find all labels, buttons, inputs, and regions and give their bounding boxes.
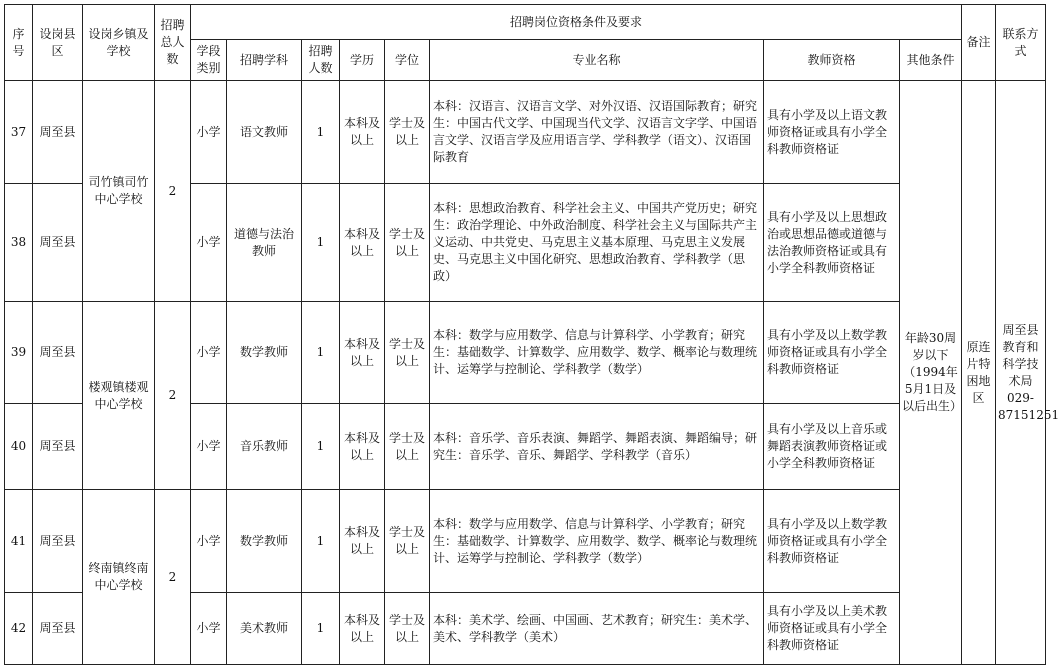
count-cell: 1 <box>302 593 340 665</box>
degree-cell: 学士及以上 <box>385 184 430 302</box>
stage-cell: 小学 <box>191 404 227 490</box>
major-cell: 本科：音乐学、音乐表演、舞蹈学、舞蹈表演、舞蹈编导；研究生：音乐学、音乐、舞蹈学、学科教学（音乐） <box>430 404 764 490</box>
header-contact: 联系方式 <box>996 5 1046 81</box>
header-cert: 教师资格 <box>764 40 900 81</box>
edu-cell: 本科及以上 <box>340 302 385 404</box>
stage-cell: 小学 <box>191 184 227 302</box>
county-cell: 周至县 <box>33 302 83 404</box>
degree-cell: 学士及以上 <box>385 593 430 665</box>
major-cell: 本科：思想政治教育、科学社会主义、中国共产党历史；研究生：政治学理论、中外政治制度、科学社会主义与国际共产主义运动、中共党史、马克思主义基本原理、马克思主义发展史、马克思主义中国化研究、思想政治教育、学科教学（思政） <box>430 184 764 302</box>
subject-cell: 数学教师 <box>227 302 302 404</box>
header-row-1 <box>5 5 1046 40</box>
header-major: 专业名称 <box>430 40 764 81</box>
header-seq: 序号 <box>5 5 33 81</box>
degree-cell: 学士及以上 <box>385 81 430 184</box>
cert-cell: 具有小学及以上数学教师资格证或具有小学全科教师资格证 <box>764 302 900 404</box>
remark-cell: 原连片特困地区 <box>962 81 996 665</box>
header-total: 招聘总人数 <box>155 5 191 81</box>
cert-cell: 具有小学及以上音乐或舞蹈表演教师资格证或小学全科教师资格证 <box>764 404 900 490</box>
recruitment-table <box>4 4 1059 665</box>
header-county: 设岗县区 <box>33 5 83 81</box>
table-row <box>5 302 1046 404</box>
seq-cell: 38 <box>5 184 33 302</box>
header-group: 招聘岗位资格条件及要求 <box>191 5 962 40</box>
count-cell: 1 <box>302 81 340 184</box>
count-cell: 1 <box>302 404 340 490</box>
major-cell: 本科：美术学、绘画、中国画、艺术教育；研究生：美术学、美术、学科教学（美术） <box>430 593 764 665</box>
degree-cell: 学士及以上 <box>385 490 430 593</box>
stage-cell: 小学 <box>191 81 227 184</box>
total-cell: 2 <box>155 490 191 665</box>
seq-cell: 37 <box>5 81 33 184</box>
table-row <box>5 81 1046 184</box>
stage-cell: 小学 <box>191 490 227 593</box>
count-cell: 1 <box>302 490 340 593</box>
major-cell: 本科：数学与应用数学、信息与计算科学、小学教育；研究生：基础数学、计算数学、应用数学、数学、概率论与数理统计、运筹学与控制论、学科教学（数学） <box>430 302 764 404</box>
count-cell: 1 <box>302 184 340 302</box>
degree-cell: 学士及以上 <box>385 302 430 404</box>
header-other: 其他条件 <box>900 40 962 81</box>
table-row <box>5 490 1046 593</box>
edu-cell: 本科及以上 <box>340 81 385 184</box>
edu-cell: 本科及以上 <box>340 490 385 593</box>
header-remark: 备注 <box>962 5 996 81</box>
edu-cell: 本科及以上 <box>340 404 385 490</box>
county-cell: 周至县 <box>33 81 83 184</box>
county-cell: 周至县 <box>33 184 83 302</box>
stage-cell: 小学 <box>191 302 227 404</box>
seq-cell: 40 <box>5 404 33 490</box>
header-school: 设岗乡镇及学校 <box>83 5 155 81</box>
header-subject: 招聘学科 <box>227 40 302 81</box>
county-cell: 周至县 <box>33 490 83 593</box>
contact-cell: 周至县教育和科学技术局029-87151251 <box>996 81 1046 665</box>
county-cell: 周至县 <box>33 404 83 490</box>
county-cell: 周至县 <box>33 593 83 665</box>
seq-cell: 39 <box>5 302 33 404</box>
header-count: 招聘人数 <box>302 40 340 81</box>
subject-cell: 数学教师 <box>227 490 302 593</box>
total-cell: 2 <box>155 302 191 490</box>
subject-cell: 语文教师 <box>227 81 302 184</box>
stage-cell: 小学 <box>191 593 227 665</box>
school-cell: 终南镇终南中心学校 <box>83 490 155 665</box>
major-cell: 本科：汉语言、汉语言文学、对外汉语、汉语国际教育；研究生：中国古代文学、中国现当代文学、汉语言文字学、中国语言文学、汉语言学及应用语言学、学科教学（语文）、汉语国际教育 <box>430 81 764 184</box>
cert-cell: 具有小学及以上数学教师资格证或具有小学全科教师资格证 <box>764 490 900 593</box>
school-cell: 楼观镇楼观中心学校 <box>83 302 155 490</box>
count-cell: 1 <box>302 302 340 404</box>
header-stage: 学段类别 <box>191 40 227 81</box>
header-degree: 学位 <box>385 40 430 81</box>
subject-cell: 道德与法治教师 <box>227 184 302 302</box>
edu-cell: 本科及以上 <box>340 184 385 302</box>
seq-cell: 41 <box>5 490 33 593</box>
major-cell: 本科：数学与应用数学、信息与计算科学、小学教育；研究生：基础数学、计算数学、应用数学、数学、概率论与数理统计、运筹学与控制论、学科教学（数学） <box>430 490 764 593</box>
school-cell: 司竹镇司竹中心学校 <box>83 81 155 302</box>
seq-cell: 42 <box>5 593 33 665</box>
total-cell: 2 <box>155 81 191 302</box>
cert-cell: 具有小学及以上思想政治或思想品德或道德与法治教师资格证或具有小学全科教师资格证 <box>764 184 900 302</box>
header-edu: 学历 <box>340 40 385 81</box>
degree-cell: 学士及以上 <box>385 404 430 490</box>
cert-cell: 具有小学及以上语文教师资格证或具有小学全科教师资格证 <box>764 81 900 184</box>
other-conditions-cell: 年龄30周岁以下（1994年5月1日及以后出生） <box>900 81 962 665</box>
edu-cell: 本科及以上 <box>340 593 385 665</box>
subject-cell: 音乐教师 <box>227 404 302 490</box>
cert-cell: 具有小学及以上美术教师资格证或具有小学全科教师资格证 <box>764 593 900 665</box>
subject-cell: 美术教师 <box>227 593 302 665</box>
